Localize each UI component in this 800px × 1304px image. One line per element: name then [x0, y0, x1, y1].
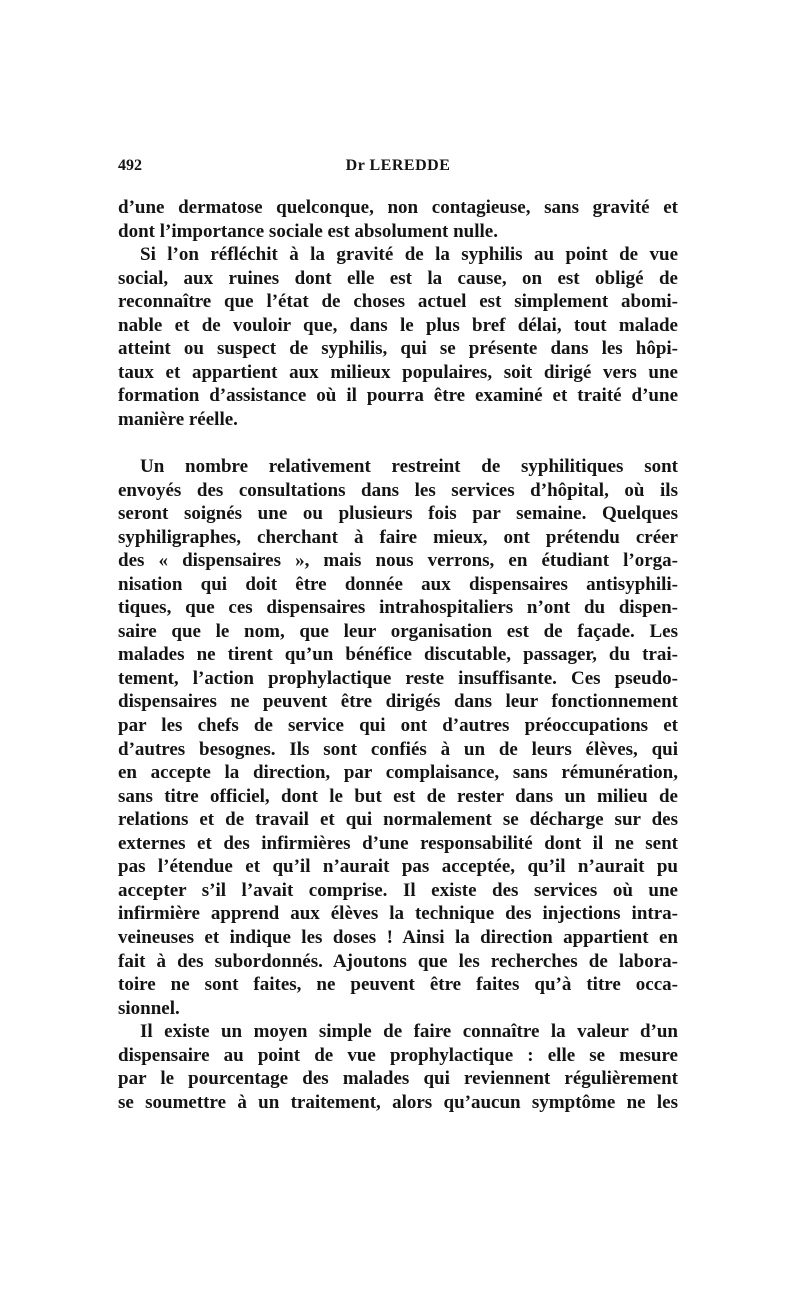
text-line: reconnaître que l’état de choses actuel est simplement abomi- — [118, 291, 678, 313]
page-number: 492 — [118, 157, 142, 174]
running-head — [118, 157, 678, 183]
text-line: fait à des subordonnés. Ajoutons que les recherches de labora- — [118, 950, 678, 972]
text-line: tiques, que ces dispensaires intrahospitaliers n’ont du dispen- — [118, 597, 678, 619]
text-line: taux et appartient aux milieux populaires, soit dirigé vers une — [118, 361, 678, 383]
text-line: Il existe un moyen simple de faire connaître la valeur d’un — [140, 1021, 678, 1043]
text-line: d’autres besognes. Ils sont confiés à un de leurs élèves, qui — [118, 738, 678, 760]
text-line: externes et des infirmières d’une responsabilité dont il ne sent — [118, 832, 678, 854]
text-line: des « dispensaires », mais nous verrons, en étudiant l’orga- — [118, 550, 678, 572]
text-line: sans titre officiel, dont le but est de rester dans un milieu de — [118, 785, 678, 807]
text-line: pas l’étendue et qu’il n’aurait pas acceptée, qu’il n’aurait pu — [118, 856, 678, 878]
body-text — [118, 196, 678, 1114]
text-line: en accepte la direction, par complaisance, sans rémunération, — [118, 762, 678, 784]
text-line: social, aux ruines dont elle est la cause, on est obligé de — [118, 267, 678, 289]
paragraph-gap — [118, 431, 678, 455]
text-line: tement, l’action prophylactique reste insuffisante. Ces pseudo- — [118, 667, 678, 689]
text-line: saire que le nom, que leur organisation est de façade. Les — [118, 620, 678, 642]
text-line: manière réelle. — [118, 408, 238, 430]
text-line: Un nombre relativement restreint de syphilitiques sont — [140, 456, 678, 478]
text-line: syphiligraphes, cherchant à faire mieux, ont prétendu créer — [118, 526, 678, 548]
text-line: nisation qui doit être donnée aux dispensaires antisyphili- — [118, 573, 678, 595]
text-line: nable et de vouloir que, dans le plus bref délai, tout malade — [118, 314, 678, 336]
text-line: d’une dermatose quelconque, non contagieuse, sans gravité et — [118, 197, 678, 218]
text-line: malades ne tirent qu’un bénéfice discutable, passager, du trai- — [118, 644, 678, 666]
text-line: relations et de travail et qui normalement se décharge sur des — [118, 809, 678, 831]
text-line: formation d’assistance où il pourra être examiné et traité d’une — [118, 385, 678, 407]
text-line: sionnel. — [118, 997, 180, 1019]
text-line: par le pourcentage des malades qui reviennent régulièrement — [118, 1068, 678, 1090]
text-line: toire ne sont faites, ne peuvent être faites qu’à titre occa- — [118, 974, 678, 996]
text-line: se soumettre à un traitement, alors qu’aucun symptôme ne les — [118, 1091, 678, 1113]
text-line: infirmière apprend aux élèves la technique des injections intra- — [118, 903, 678, 925]
running-head-author: Dr LEREDDE — [345, 157, 451, 174]
text-line: atteint ou suspect de syphilis, qui se présente dans les hôpi- — [118, 338, 678, 360]
text-line: dispensaire au point de vue prophylactique : elle se mesure — [118, 1044, 678, 1066]
text-line: envoyés des consultations dans les services d’hôpital, où ils — [118, 479, 678, 501]
text-line: dont l’importance sociale est absolument nulle. — [118, 220, 498, 242]
text-line: accepter s’il l’avait comprise. Il existe des services où une — [118, 879, 678, 901]
text-line: seront soignés une ou plusieurs fois par semaine. Quelques — [118, 503, 678, 525]
text-line: dispensaires ne peuvent être dirigés dans leur fonctionnement — [118, 691, 678, 713]
text-line: par les chefs de service qui ont d’autres préoccupations et — [118, 715, 678, 737]
text-line: Si l’on réfléchit à la gravité de la syphilis au point de vue — [140, 244, 678, 266]
text-line: veineuses et indique les doses ! Ainsi la direction appartient en — [118, 926, 678, 948]
